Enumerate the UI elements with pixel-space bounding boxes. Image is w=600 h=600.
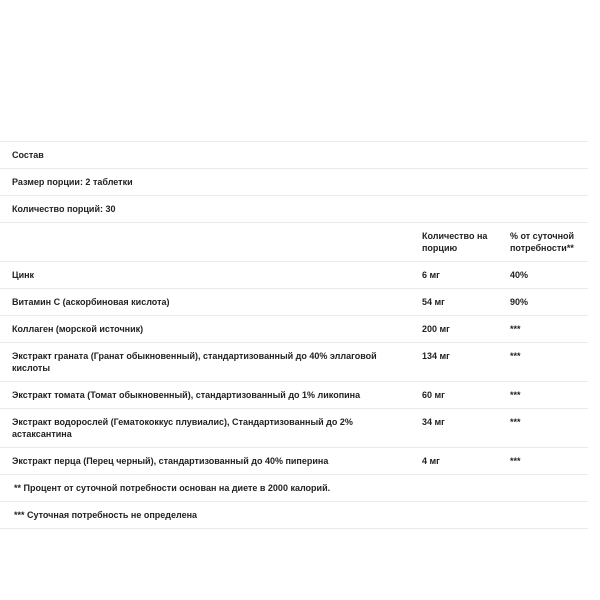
column-header-percent-daily-value: % от суточной потребности** xyxy=(510,231,575,253)
ingredient-name: Экстракт граната (Гранат обыкновенный), стандартизованный до 40% эллаговой кислоты xyxy=(12,351,377,373)
ingredient-name: Экстракт перца (Перец черный), стандартизованный до 40% пиперина xyxy=(12,456,329,466)
table-header-row xyxy=(0,223,588,262)
table-row xyxy=(0,289,588,316)
serving-size-label: Размер порции: 2 таблетки xyxy=(12,177,133,187)
column-header-name xyxy=(0,223,422,249)
ingredient-amount: 200 мг xyxy=(422,324,450,334)
table-row xyxy=(0,316,588,343)
ingredient-amount: 34 мг xyxy=(422,417,445,427)
ingredient-name: Экстракт томата (Томат обыкновенный), стандартизованный до 1% ликопина xyxy=(12,390,361,400)
ingredient-amount: 134 мг xyxy=(422,351,450,361)
servings-per-container-label: Количество порций: 30 xyxy=(12,204,116,214)
ingredient-percent: *** xyxy=(510,456,521,466)
footnote-daily-value-basis: ** Процент от суточной потребности основан на диете в 2000 калорий. xyxy=(14,483,331,493)
ingredient-percent: *** xyxy=(510,390,521,400)
table-row xyxy=(0,448,588,475)
table-row-servings-per-container xyxy=(0,196,588,223)
ingredient-name: Экстракт водорослей (Гематококкус плувиалис), Стандартизованный до 2% астаксантина xyxy=(12,417,353,439)
ingredient-name: Цинк xyxy=(12,270,35,280)
footnote-daily-value-undefined: *** Суточная потребность не определена xyxy=(14,510,198,520)
ingredient-amount: 54 мг xyxy=(422,297,445,307)
ingredient-amount: 4 мг xyxy=(422,456,440,466)
ingredient-name: Коллаген (морской источник) xyxy=(12,324,144,334)
ingredient-percent: 40% xyxy=(510,270,529,280)
column-header-amount-per-serving: Количество на порцию xyxy=(422,231,488,253)
ingredient-amount: 60 мг xyxy=(422,390,445,400)
supplement-facts-table xyxy=(0,141,588,529)
table-row-footnote xyxy=(0,502,588,529)
table-row xyxy=(0,382,588,409)
ingredient-name: Витамин C (аскорбиновая кислота) xyxy=(12,297,170,307)
ingredient-amount: 6 мг xyxy=(422,270,440,280)
ingredient-percent: *** xyxy=(510,417,521,427)
table-row-footnote xyxy=(0,475,588,502)
ingredient-percent: *** xyxy=(510,324,521,334)
table-row-serving-size xyxy=(0,169,588,196)
ingredient-percent: 90% xyxy=(510,297,529,307)
table-row xyxy=(0,343,588,382)
table-bottom-rule xyxy=(0,529,588,530)
table-row xyxy=(0,409,588,448)
table-row-composition-title xyxy=(0,142,588,169)
ingredient-percent: *** xyxy=(510,351,521,361)
table-row xyxy=(0,262,588,289)
composition-title: Состав xyxy=(12,150,44,160)
